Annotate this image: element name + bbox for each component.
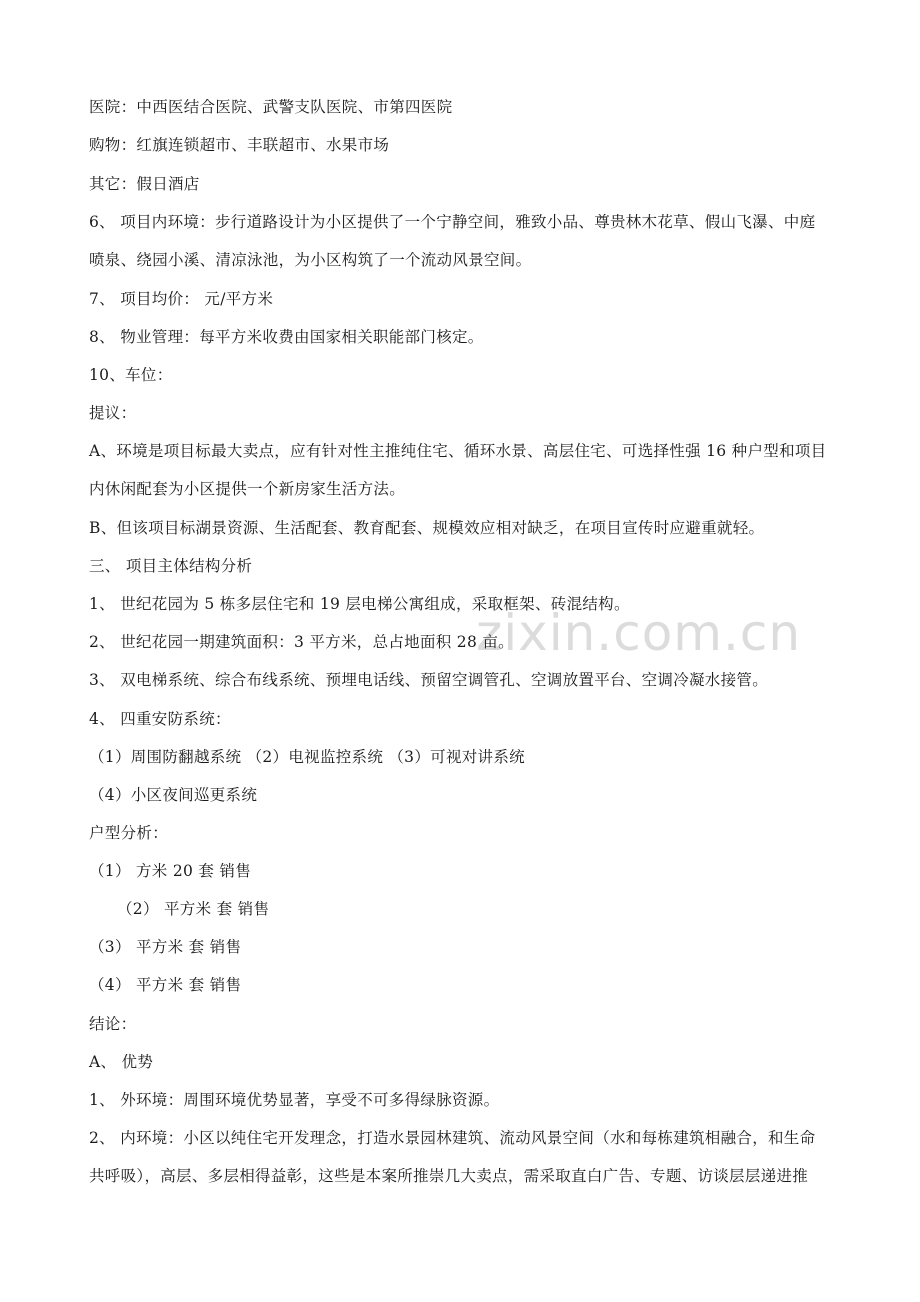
text-line: 医院：中西医结合医院、武警支队医院、市第四医院 xyxy=(89,98,453,116)
text-line: 2、 内环境：小区以纯住宅开发理念，打造水景园林建筑、流动风景空间（水和每栋建筑相融合，和生命 xyxy=(89,1129,816,1147)
text-line: 6、 项目内环境：步行道路设计为小区提供了一个宁静空间，雅致小品、尊贵林木花草、假山飞瀑、中庭 xyxy=(89,213,816,231)
text-line: （1） 方米 20 套 销售 xyxy=(89,862,251,880)
text-line: B、但该项目标湖景资源、生活配套、教育配套、规模效应相对缺乏，在项目宣传时应避重就轻。 xyxy=(89,519,765,537)
text-line: 2、 世纪花园一期建筑面积：3 平方米，总占地面积 28 亩。 xyxy=(89,633,514,651)
watermark: zixin.com.cn xyxy=(476,604,802,662)
text-line: （2） 平方米 套 销售 xyxy=(117,900,270,918)
text-line: （4） 平方米 套 销售 xyxy=(89,976,242,994)
text-line: 提议： xyxy=(89,404,137,422)
text-line: A、环境是项目标最大卖点，应有针对性主推纯住宅、循环水景、高层住宅、可选择性强 16 种户型和项目 xyxy=(89,442,827,460)
text-line: 10、车位： xyxy=(89,366,173,384)
text-line: 7、 项目均价： 元/平方米 xyxy=(89,290,274,308)
text-line: 其它：假日酒店 xyxy=(89,175,200,193)
text-line: （1）周围防翻越系统 （2）电视监控系统 （3）可视对讲系统 xyxy=(89,748,525,766)
text-line: 1、 外环境：周围环境优势显著，享受不可多得绿脉资源。 xyxy=(89,1091,500,1109)
text-line: 3、 双电梯系统、综合布线系统、预埋电话线、预留空调管孔、空调放置平台、空调冷凝水接管。 xyxy=(89,671,768,689)
text-line: A、 优势 xyxy=(89,1053,154,1071)
text-line: 结论： xyxy=(89,1015,137,1033)
text-line: 8、 物业管理：每平方米收费由国家相关职能部门核定。 xyxy=(89,328,484,346)
text-line: （4）小区夜间巡更系统 xyxy=(89,786,258,804)
text-line: 户型分析： xyxy=(89,824,169,842)
text-line: 购物：红旗连锁超市、丰联超市、水果市场 xyxy=(89,136,390,154)
text-line: 共呼吸），高层、多层相得益彰，这些是本案所推崇几大卖点，需采取直白广告、专题、访谈层层递进推 xyxy=(89,1167,809,1185)
text-line: （3） 平方米 套 销售 xyxy=(89,938,242,956)
text-line: 喷泉、绕园小溪、清凉泳池，为小区构筑了一个流动风景空间。 xyxy=(89,251,532,269)
section-heading: 三、 项目主体结构分析 xyxy=(89,557,253,575)
text-line: 内休闲配套为小区提供一个新房家生活方法。 xyxy=(89,480,406,498)
text-line: 4、 四重安防系统： xyxy=(89,710,231,728)
text-line: 1、 世纪花园为 5 栋多层住宅和 19 层电梯公寓组成，采取框架、砖混结构。 xyxy=(89,595,630,613)
